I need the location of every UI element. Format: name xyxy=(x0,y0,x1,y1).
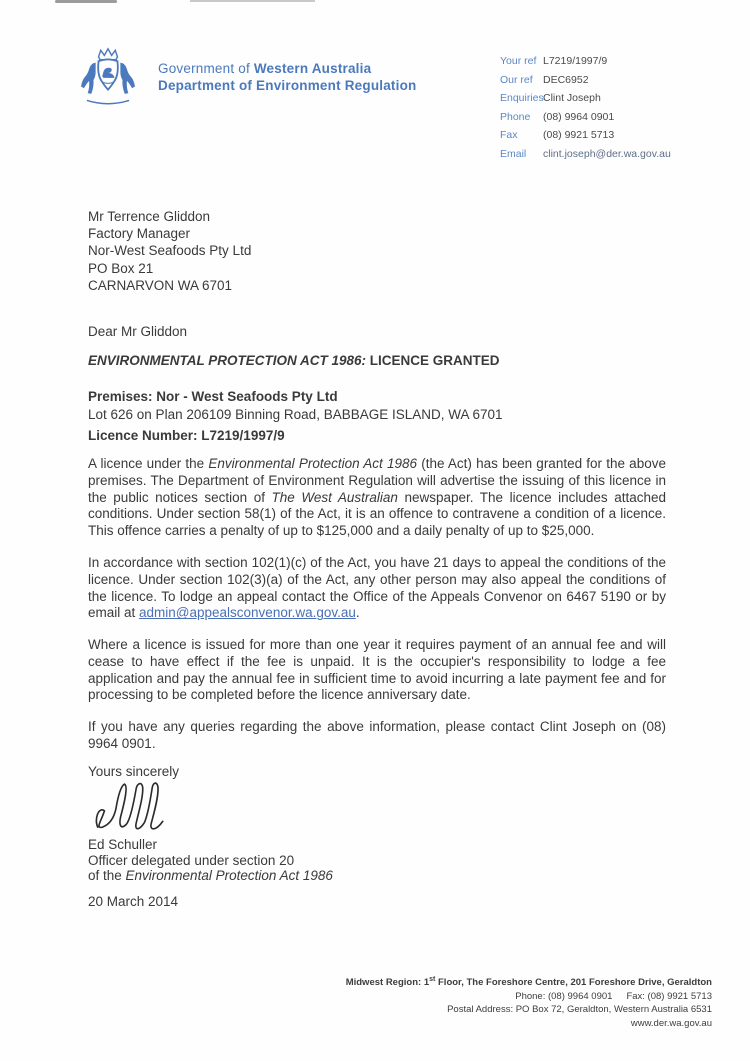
footer-region-label: Midwest Region: xyxy=(345,977,422,989)
subject-outcome: LICENCE GRANTED xyxy=(366,353,500,368)
government-line: Government of Western Australia xyxy=(158,61,372,76)
letterhead xyxy=(68,46,416,120)
ref-label: Your ref xyxy=(500,55,537,67)
ref-value: clint.joseph@der.wa.gov.au xyxy=(543,147,671,160)
paragraph-annual-fee: Where a licence is issued for more than one year it requires payment of an annual fee and will cease to have effect if the fee is unpaid. It is the occupier's responsibility to lodge a fee application and pay the annual fee in sufficient time to avoid incurring a late payment fee and for processing to be completed before the licence anniversary date. xyxy=(88,637,666,703)
ref-label: Email xyxy=(500,147,527,160)
ref-value: (08) 9964 0901 xyxy=(543,110,615,123)
licence-number: Licence Number: L7219/1997/9 xyxy=(88,428,285,443)
premises-name: Premises: Nor - West Seafoods Pty Ltd xyxy=(88,389,338,404)
ref-row-your-ref xyxy=(500,52,671,71)
appeals-email-link[interactable]: admin@appealsconvenor.wa.gov.au xyxy=(139,605,356,621)
premises-address: Lot 626 on Plan 206109 Binning Road, BABBAGE ISLAND, WA 6701 xyxy=(88,406,503,422)
recipient-title: Factory Manager xyxy=(88,226,191,242)
role-text: of the xyxy=(88,868,126,883)
ref-value: (08) 9921 5713 xyxy=(543,129,615,141)
ref-row-our-ref xyxy=(500,71,671,90)
scan-artifact xyxy=(190,0,315,2)
paragraph-queries: If you have any queries regarding the above information, please contact Clint Joseph on (08) 9964 0901. xyxy=(88,719,666,751)
department-line: Department of Environment Regulation xyxy=(158,78,417,93)
premises-block xyxy=(88,389,666,424)
ref-row-phone xyxy=(500,108,671,127)
recipient-address xyxy=(88,208,666,294)
footer-floor-number: 1 xyxy=(421,977,430,989)
reference-block xyxy=(500,52,671,163)
footer-phone-fax-line xyxy=(200,990,712,1004)
paragraph-text: A licence under the xyxy=(88,456,209,471)
paragraph-text: (the Act) has been granted for the above premises. The Department of Environment Regulation will advertise the issuing of this licence in the public notices section of xyxy=(88,456,666,505)
footer-contact-block xyxy=(200,973,712,1030)
signer-role-line1: Officer delegated under section 20 xyxy=(88,852,295,868)
footer-floor-ordinal: st xyxy=(429,976,436,983)
paragraph-text: . xyxy=(355,605,360,621)
recipient-city: CARNARVON WA 6701 xyxy=(88,277,233,293)
letter-date: 20 March 2014 xyxy=(88,894,179,909)
paragraph-text: newspaper. The licence includes attached conditions. Under section 58(1) of the Act, it is an offence to contravene a condition of a licence. This offence carries a penalty of up to $125,000 and a daily penalty of up to $25,000. xyxy=(88,489,666,539)
handwritten-signature xyxy=(92,779,178,837)
subject-line xyxy=(88,353,666,370)
subject-act-title: ENVIRONMENTAL PROTECTION ACT 1986: xyxy=(88,353,367,368)
salutation: Dear Mr Gliddon xyxy=(88,324,188,339)
paragraph-text: In accordance with section 102(1)(c) of the Act, you have 21 days to appeal the conditions of the licence. Under section 102(3)(a) of the Act, any other person may also appeal the conditions of the licence. To lodge an appeal contact the Office of the Appeals Convenor on 6467 5190 or by email at xyxy=(88,555,666,621)
footer-region-line xyxy=(200,973,712,990)
ref-row-email xyxy=(500,145,671,164)
act-title-italic: Environmental Protection Act 1986 xyxy=(125,868,333,883)
ref-label: Enquiries xyxy=(500,92,544,104)
organisation-name xyxy=(158,60,416,94)
recipient-name: Mr Terrence Gliddon xyxy=(88,209,211,224)
footer-phone: Phone: (08) 9964 0901 xyxy=(515,990,613,1002)
signer-name: Ed Schuller xyxy=(88,837,158,852)
valediction: Yours sincerely xyxy=(88,764,180,779)
signer-role-line2 xyxy=(88,868,666,884)
wa-coat-of-arms-icon xyxy=(68,46,148,120)
newspaper-title-italic: The West Australian xyxy=(271,489,398,505)
ref-value: Clint Joseph xyxy=(543,92,601,104)
ref-label: Fax xyxy=(500,129,518,141)
footer-postal-line: Postal Address: PO Box 72, Geraldton, Western Australia 6531 xyxy=(447,1004,712,1016)
paragraph-licence-granted xyxy=(88,456,666,540)
footer-website: www.der.wa.gov.au xyxy=(630,1017,712,1029)
ref-row-enquiries xyxy=(500,89,671,108)
ref-label: Our ref xyxy=(500,73,533,86)
act-title-italic: Environmental Protection Act 1986 xyxy=(208,456,418,471)
footer-fax: Fax: (08) 9921 5713 xyxy=(626,990,712,1002)
ref-value: DEC6952 xyxy=(543,73,589,86)
footer-street-address: Floor, The Foreshore Centre, 201 Foreshore Drive, Geraldton xyxy=(435,977,712,989)
paragraph-appeals xyxy=(88,555,666,622)
ref-label: Phone xyxy=(500,110,531,123)
recipient-pobox: PO Box 21 xyxy=(88,260,154,276)
ref-row-fax xyxy=(500,126,671,145)
ref-value: L7219/1997/9 xyxy=(543,55,608,67)
recipient-company: Nor-West Seafoods Pty Ltd xyxy=(88,243,252,259)
scan-artifact xyxy=(55,0,117,3)
signature-block xyxy=(88,837,666,884)
